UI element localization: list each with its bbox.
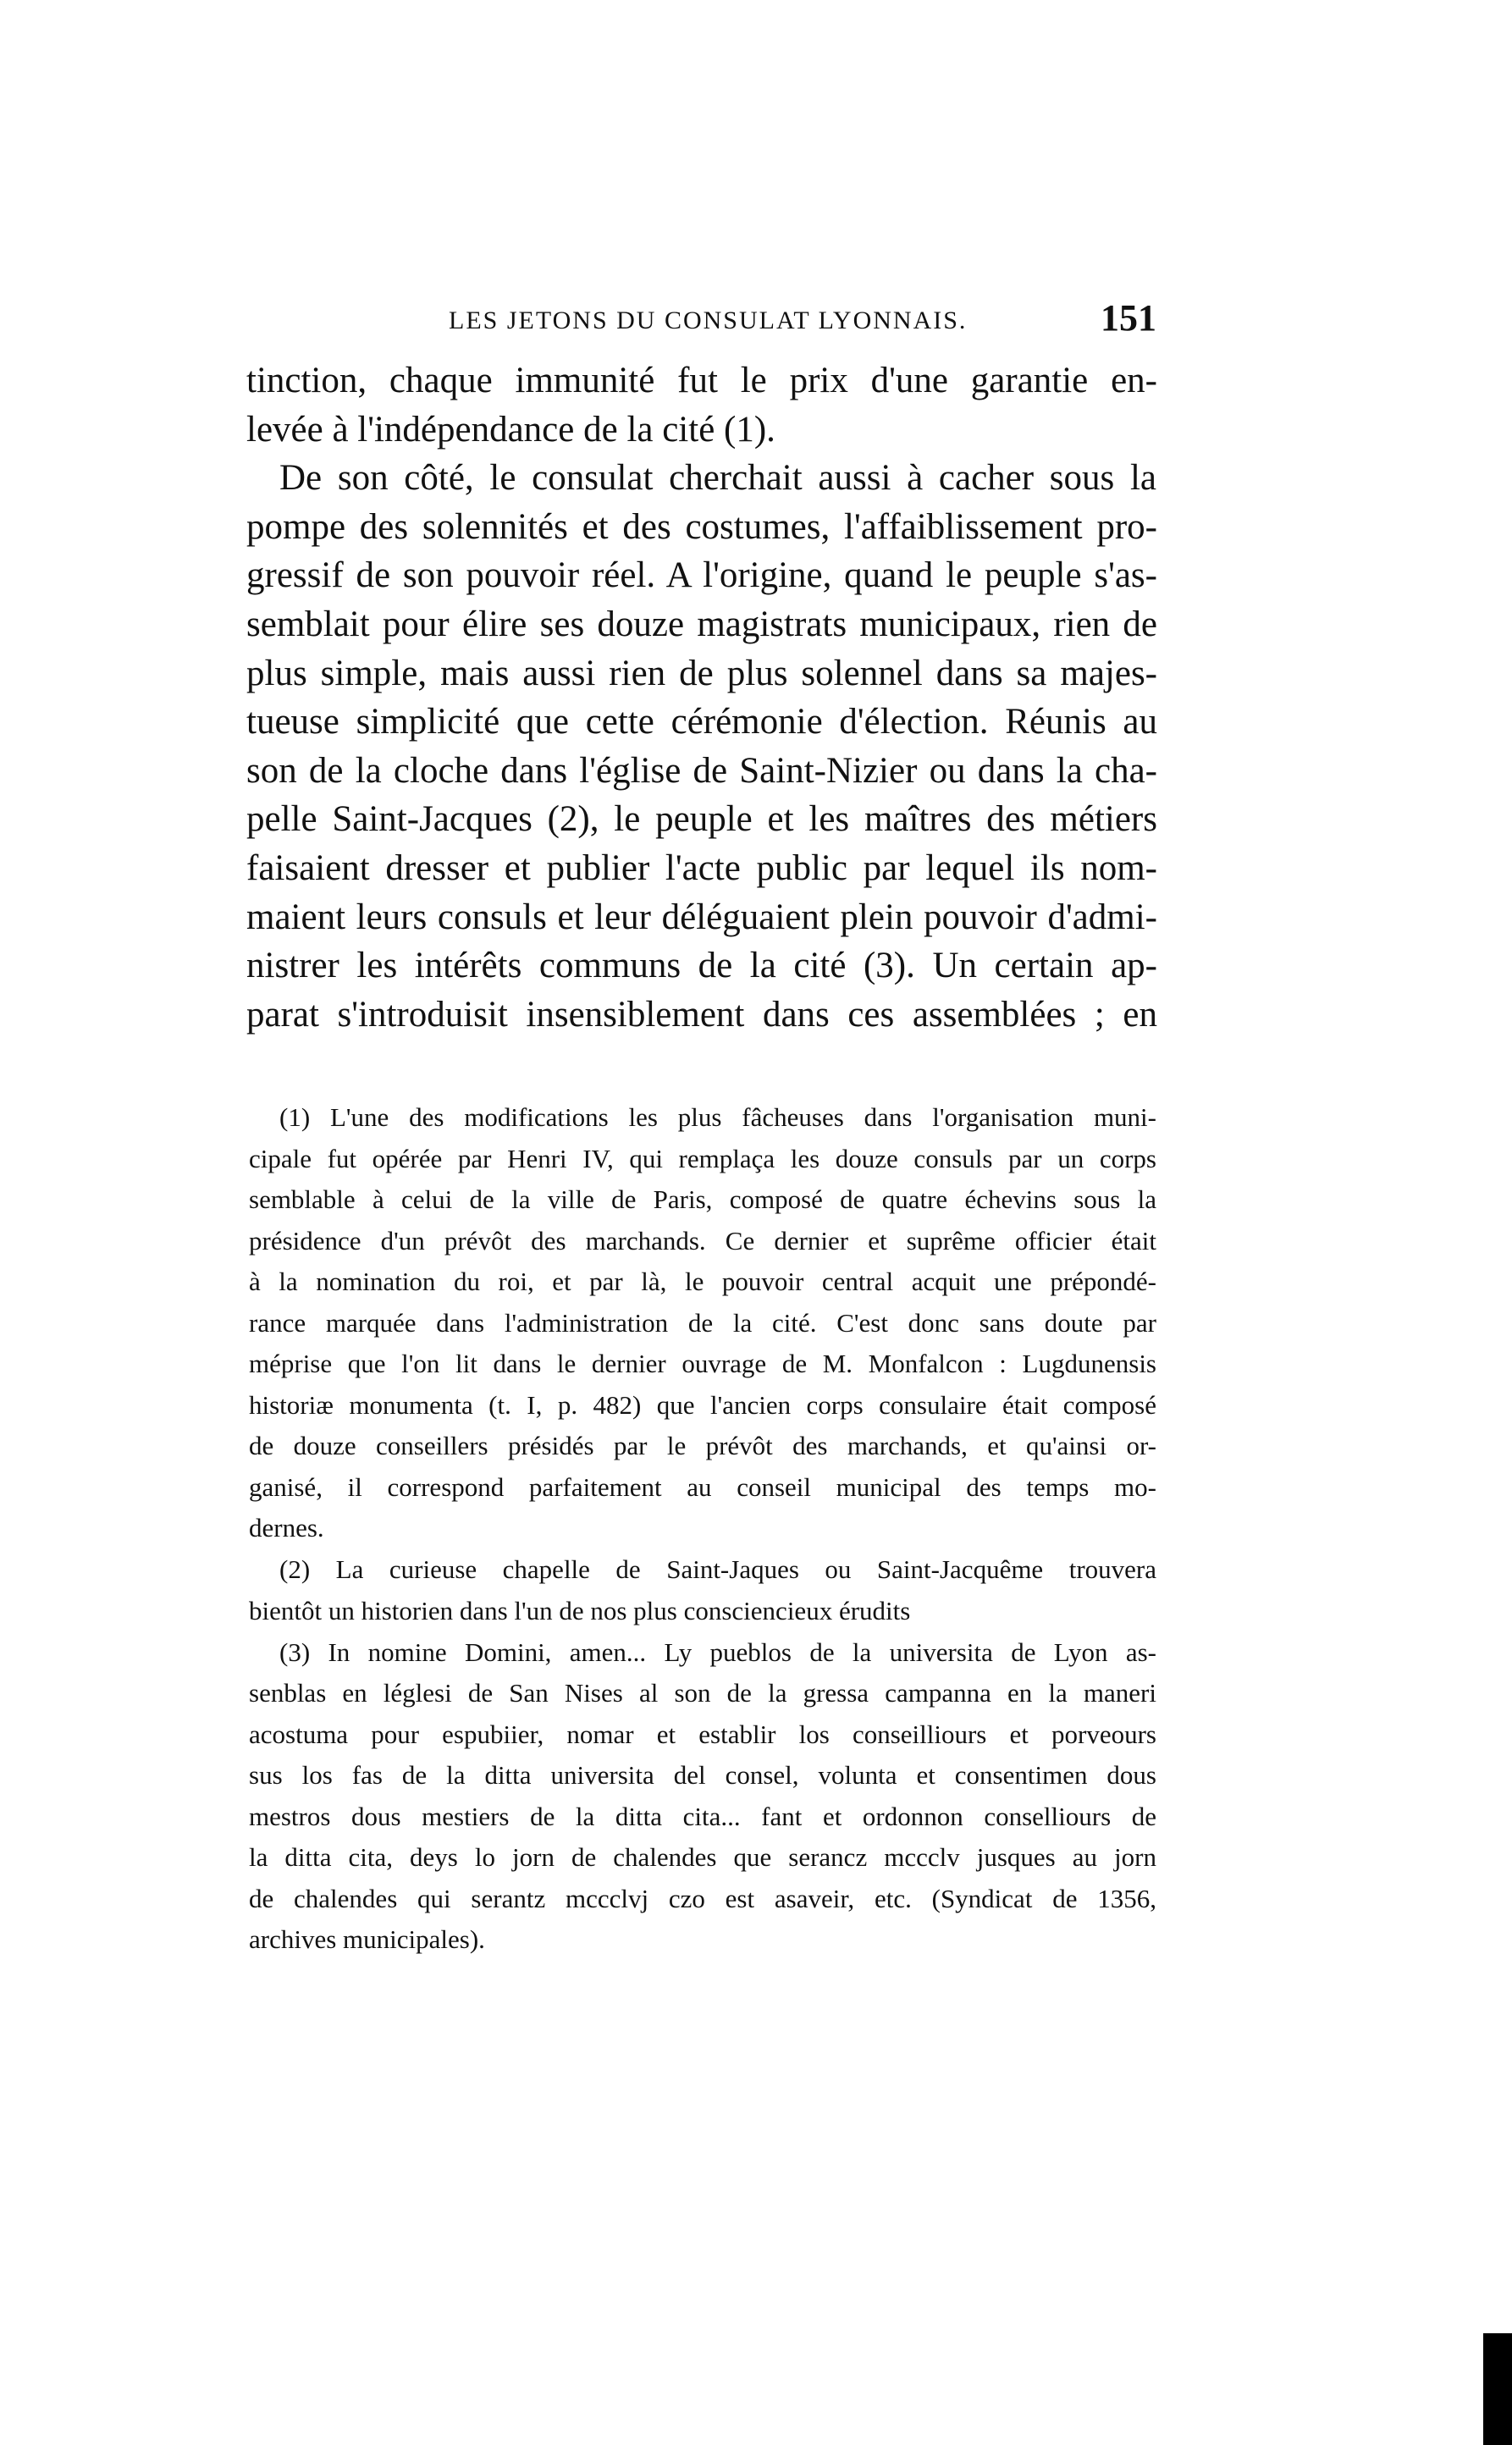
footnote-line: cipale fut opérée par Henri IV, qui remplaça les douze consuls par un corps xyxy=(249,1143,1156,1173)
footnote-line: archives municipales). xyxy=(249,1924,485,1954)
body-line: pompe des solennités et des costumes, l'affaiblissement pro- xyxy=(246,506,1157,547)
body-line: faisaient dresser et publier l'acte public par lequel ils nom- xyxy=(246,848,1157,888)
footnote-line: sus los fas de la ditta universita del consel, volunta et consentimen dous xyxy=(249,1760,1156,1790)
footnote-line: (1) L'une des modifications les plus fâcheuses dans l'organisation muni- xyxy=(279,1102,1156,1132)
body-line: tinction, chaque immunité fut le prix d'une garantie en- xyxy=(246,361,1157,400)
body-line: De son côté, le consulat cherchait aussi à cacher sous la xyxy=(279,458,1156,499)
body-line: tueuse simplicité que cette cérémonie d'élection. Réunis au xyxy=(246,702,1157,742)
footnote-line: historiæ monumenta (t. I, p. 482) que l'ancien corps consulaire était composé xyxy=(249,1389,1156,1420)
running-title: LES JETONS DU CONSULAT LYONNAIS. xyxy=(449,306,968,334)
footnote-line: de chalendes qui serantz mccclvj czo est asaveir, etc. (Syndicat de 1356, xyxy=(249,1883,1156,1913)
page-number: 151 xyxy=(1101,297,1156,339)
body-line: parat s'introduisit insensiblement dans ces assemblées ; en xyxy=(246,994,1157,1035)
body-line: maient leurs consuls et leur déléguaient plein pouvoir d'admi- xyxy=(246,897,1157,937)
footnote-line: rance marquée dans l'administration de la cité. C'est donc sans doute par xyxy=(249,1307,1156,1338)
body-line: son de la cloche dans l'église de Saint-Nizier ou dans la cha- xyxy=(246,750,1157,791)
footnote-line: semblable à celui de la ville de Paris, composé de quatre échevins sous la xyxy=(249,1184,1156,1214)
scan-edge-mark xyxy=(1483,2333,1512,2445)
footnote-line: méprise que l'on lit dans le dernier ouvrage de M. Monfalcon : Lugdunensis xyxy=(249,1349,1156,1378)
body-line: nistrer les intérêts communs de la cité (3). Un certain ap- xyxy=(246,946,1157,986)
footnote-line: (2) La curieuse chapelle de Saint-Jaques ou Saint-Jacquême trouvera xyxy=(279,1554,1156,1584)
footnote-line: de douze conseillers présidés par le prévôt des marchands, et qu'ainsi or- xyxy=(249,1431,1156,1460)
footnote-line: (3) In nomine Domini, amen... Ly pueblos de la universita de Lyon as- xyxy=(279,1636,1156,1667)
footnote-line: à la nomination du roi, et par là, le pouvoir central acquit une prépondé- xyxy=(249,1267,1156,1296)
body-line: levée à l'indépendance de la cité (1). xyxy=(246,409,775,450)
footnote-line: ganisé, il correspond parfaitement au conseil municipal des temps mo- xyxy=(249,1471,1156,1502)
footnote-line: bientôt un historien dans l'un de nos plus consciencieux érudits xyxy=(249,1595,911,1625)
footnote-line: acostuma pour espubiier, nomar et establir los conseilliours et porveours xyxy=(249,1719,1156,1749)
body-line: semblait pour élire ses douze magistrats municipaux, rien de xyxy=(246,604,1157,644)
body-line: plus simple, mais aussi rien de plus solennel dans sa majes- xyxy=(246,653,1157,693)
body-line: pelle Saint-Jacques (2), le peuple et les maîtres des métiers xyxy=(246,799,1157,840)
footnote-line: la ditta cita, deys lo jorn de chalendes que serancz mccclv jusques au jorn xyxy=(249,1842,1156,1872)
footnote-line: présidence d'un prévôt des marchands. Ce dernier et suprême officier était xyxy=(249,1225,1156,1256)
footnote-line: dernes. xyxy=(249,1513,324,1543)
footnote-line: mestros dous mestiers de la ditta cita... fant et ordonnon conselliours de xyxy=(249,1801,1156,1831)
footnote-line: senblas en léglesi de San Nises al son de la gressa campanna en la maneri xyxy=(249,1678,1156,1708)
body-line: gressif de son pouvoir réel. A l'origine, quand le peuple s'as- xyxy=(246,555,1157,596)
